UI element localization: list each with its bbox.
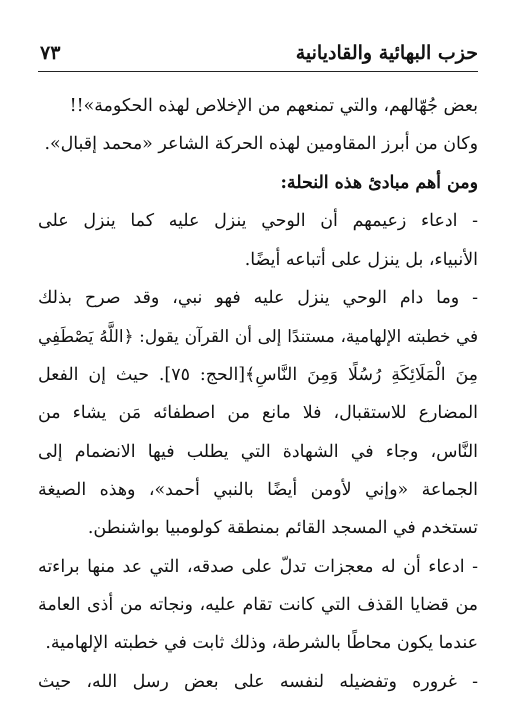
text-line: بعض جُهّالهم، والتي تمنعهم من الإخلاص لهذه الحكومة»!!	[69, 96, 478, 116]
text-line: وكان من أبرز المقاومين لهذه الحركة الشاعر «محمد إقبال».	[44, 134, 478, 155]
text-line: مِنَ الْمَلَائِكَةِ رُسُلًا وَمِنَ النَّاسِ﴾[الحج: ٧٥]. حيث إن الفعل	[38, 364, 478, 385]
page-number: ٧٣	[40, 42, 61, 64]
text-line: من قضايا القذف التي كانت تقام عليه، ونجاته من أذى العامة	[38, 595, 478, 616]
body-text	[38, 87, 478, 701]
text-line: النَّاس، وجاء في الشهادة التي يطلب فيها الانضمام إلى	[38, 441, 478, 462]
page-header	[38, 40, 478, 74]
header-rule	[38, 71, 478, 72]
text-line: الأنبياء، بل ينزل على أتباعه أيضًا.	[244, 249, 478, 270]
text-line: - ادعاء زعيمهم أن الوحي ينزل عليه كما ينزل على	[38, 211, 478, 232]
text-line: - ادعاء أن له معجزات تدلّ على صدقه، التي عد منها براءته	[38, 556, 478, 577]
section-heading: ومن أهم مبادئ هذه النحلة:	[280, 172, 478, 193]
text-line: المضارع للاستقبال، فلا مانع من اصطفائه مَن يشاء من	[38, 403, 478, 424]
running-title: حزب البهائية والقاديانية	[295, 42, 478, 64]
text-line: - وما دام الوحي ينزل عليه فهو نبي، وقد صرح بذلك	[38, 287, 478, 308]
text-line: الجماعة «وإني لأومن أيضًا بالنبي أحمد»، وهذه الصيغة	[38, 479, 478, 500]
text-line: عندما يكون محاطًا بالشرطة، وذلك ثابت في خطبته الإلهامية.	[45, 633, 478, 654]
text-line: - غروره وتفضيله لنفسه على بعض رسل الله، حيث	[38, 671, 478, 692]
text-line: تستخدم في المسجد القائم بمنطقة كولومبيا بواشنطن.	[87, 518, 478, 539]
text-line: في خطبته الإلهامية، مستندًا إلى أن القرآن يقول: ﴿اللَّهُ يَصْطَفِي	[38, 326, 478, 347]
